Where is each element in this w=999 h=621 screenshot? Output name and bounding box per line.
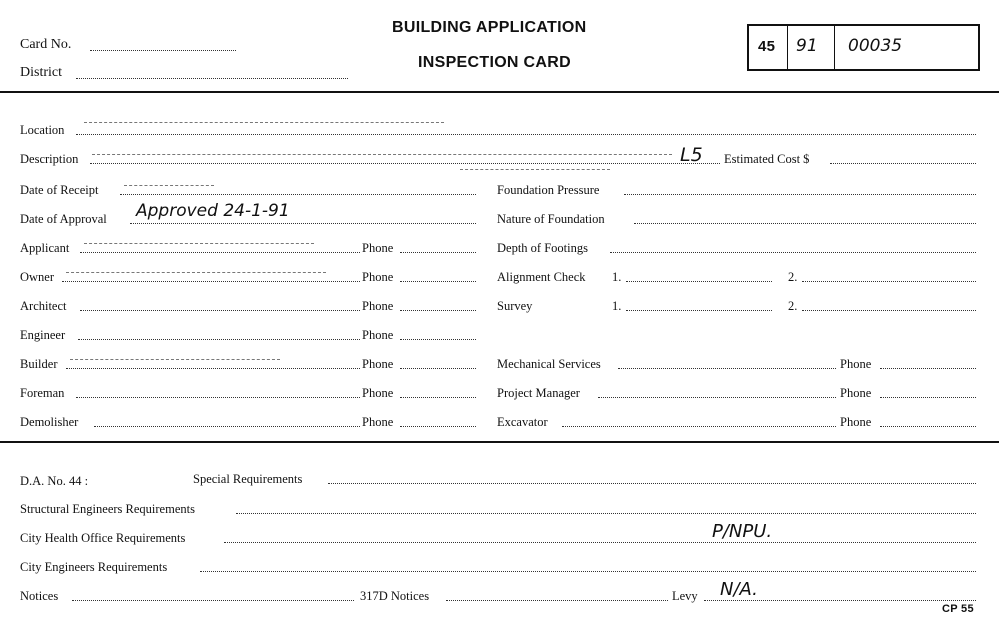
survey-field-1[interactable] [626,310,772,311]
foreman-field[interactable] [76,397,360,398]
alignment-check-num1: 1. [612,270,622,284]
levy-value: N/A. [720,579,758,600]
survey-num2: 2. [788,299,798,313]
levy-label: Levy [672,589,698,603]
owner-phone-field[interactable] [400,281,476,282]
date-of-receipt-label: Date of Receipt [20,183,99,197]
notices-317d-field[interactable] [446,600,668,601]
alignment-check-field-1[interactable] [626,281,772,282]
form-title-line2: INSPECTION CARD [418,54,571,71]
date-of-approval-value: Approved 24-1-91 [136,201,290,221]
card-no-label: Card No. [20,37,72,52]
excavator-phone-field[interactable] [880,426,976,427]
survey-num1: 1. [612,299,622,313]
builder-field[interactable] [66,368,360,369]
card-no-field[interactable] [90,50,236,51]
date-of-approval-field[interactable] [130,223,476,224]
mechanical-services-phone-label: Phone [840,357,872,371]
da-no-label: D.A. No. 44 : [20,474,89,488]
nature-of-foundation-label: Nature of Foundation [497,212,605,226]
structural-engineers-requirements-label: Structural Engineers Requirements [20,502,195,516]
notices-317d-label: 317D Notices [360,589,430,603]
builder-scribble [70,355,280,360]
city-health-office-value: P/NPU. [712,521,773,542]
architect-label: Architect [20,299,67,313]
section-divider [0,441,999,443]
excavator-phone-label: Phone [840,415,872,429]
date-of-receipt-scribble [124,181,214,186]
location-label: Location [20,123,65,137]
foreman-phone-label: Phone [362,386,394,400]
architect-field[interactable] [80,310,360,311]
card-number-divider-2 [834,26,835,71]
card-number-serial: 00035 [848,36,903,56]
estimated-cost-label: Estimated Cost $ [724,152,810,166]
applicant-label: Applicant [20,241,70,255]
depth-of-footings-field[interactable] [610,252,976,253]
card-number-prefix: 45 [758,38,776,55]
foundation-pressure-field[interactable] [624,194,976,195]
special-requirements-field[interactable] [328,483,976,484]
notices-label: Notices [20,589,59,603]
excavator-label: Excavator [497,415,548,429]
engineer-field[interactable] [78,339,360,340]
card-number-divider-1 [787,26,788,71]
engineer-phone-label: Phone [362,328,394,342]
district-field[interactable] [76,78,348,79]
project-manager-phone-field[interactable] [880,397,976,398]
notices-field[interactable] [72,600,354,601]
description-label: Description [20,152,79,166]
form-title-line1: BUILDING APPLICATION [392,19,587,36]
city-engineers-requirements-field[interactable] [200,571,976,572]
alignment-check-num2: 2. [788,270,798,284]
owner-label: Owner [20,270,55,284]
city-engineers-requirements-label: City Engineers Requirements [20,560,168,574]
architect-phone-field[interactable] [400,310,476,311]
builder-phone-label: Phone [362,357,394,371]
district-label: District [20,65,62,80]
demolisher-field[interactable] [94,426,360,427]
owner-scribble [66,268,326,273]
engineer-phone-field[interactable] [400,339,476,340]
survey-field-2[interactable] [802,310,976,311]
owner-field[interactable] [62,281,360,282]
project-manager-phone-label: Phone [840,386,872,400]
header-divider [0,91,999,93]
demolisher-phone-label: Phone [362,415,394,429]
date-of-approval-label: Date of Approval [20,212,107,226]
alignment-check-label: Alignment Check [497,270,586,284]
description-handwriting-scribble [92,150,672,155]
mechanical-services-label: Mechanical Services [497,357,601,371]
mechanical-services-phone-field[interactable] [880,368,976,369]
location-field[interactable] [76,134,976,135]
alignment-check-field-2[interactable] [802,281,976,282]
applicant-scribble [84,239,314,244]
applicant-phone-label: Phone [362,241,394,255]
applicant-field[interactable] [80,252,360,253]
foreman-phone-field[interactable] [400,397,476,398]
engineer-label: Engineer [20,328,66,342]
architect-phone-label: Phone [362,299,394,313]
city-health-office-requirements-label: City Health Office Requirements [20,531,186,545]
depth-of-footings-label: Depth of Footings [497,241,588,255]
demolisher-phone-field[interactable] [400,426,476,427]
structural-engineers-requirements-field[interactable] [236,513,976,514]
demolisher-label: Demolisher [20,415,79,429]
excavator-field[interactable] [562,426,836,427]
date-of-receipt-field[interactable] [120,194,476,195]
project-manager-label: Project Manager [497,386,580,400]
special-requirements-label: Special Requirements [193,472,303,486]
card-number-year: 91 [796,36,818,56]
owner-phone-label: Phone [362,270,394,284]
nature-of-foundation-field[interactable] [634,223,976,224]
applicant-phone-field[interactable] [400,252,476,253]
location-handwriting-scribble [84,118,444,123]
survey-label: Survey [497,299,533,313]
estimated-cost-field[interactable] [830,163,976,164]
city-health-office-requirements-field[interactable] [224,542,976,543]
levy-field[interactable] [704,600,976,601]
project-manager-field[interactable] [598,397,836,398]
description-handwritten-value: L5 [680,144,703,166]
builder-label: Builder [20,357,58,371]
description-field[interactable] [90,163,720,164]
description-handwriting-scribble-2 [460,165,610,170]
foundation-pressure-label: Foundation Pressure [497,183,600,197]
builder-phone-field[interactable] [400,368,476,369]
foreman-label: Foreman [20,386,65,400]
form-code: CP 55 [942,603,974,615]
mechanical-services-field[interactable] [618,368,836,369]
